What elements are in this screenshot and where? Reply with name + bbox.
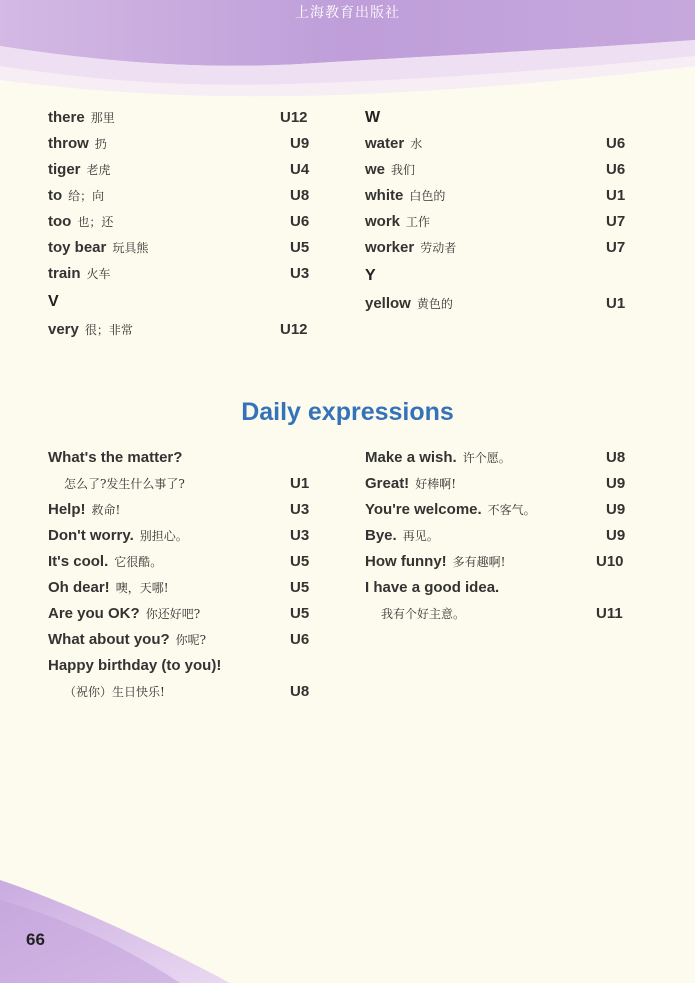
expression-en: It's cool.	[48, 553, 109, 570]
expression-entry	[365, 445, 635, 471]
expression-unit: U11	[596, 605, 623, 622]
expression-unit: U5	[290, 605, 310, 622]
word-unit: U6	[606, 161, 626, 178]
word-unit: U1	[606, 295, 626, 312]
word-cn: 那里	[90, 111, 115, 125]
word-cn: 火车	[86, 267, 111, 281]
vocab-entry	[48, 157, 313, 183]
expression-cn: 好棒啊!	[415, 477, 457, 491]
expression-cn: 它很酷。	[114, 555, 163, 569]
word-cn: 黄色的	[416, 297, 453, 311]
expression-entry	[48, 679, 313, 705]
word-en: train	[48, 265, 81, 282]
section-letter: Y	[365, 267, 376, 284]
expression-en: Great!	[365, 475, 410, 492]
daily-expressions-title: Daily expressions	[241, 398, 454, 426]
word-cn: 水	[410, 137, 423, 151]
word-en: very	[48, 321, 79, 338]
expression-unit: U6	[290, 631, 310, 648]
expression-cn: 噢，天哪!	[115, 581, 169, 595]
word-en: to	[48, 187, 63, 204]
expression-cn: 你还好吧?	[145, 607, 201, 621]
section-letter-w	[365, 105, 635, 131]
word-cn: 给；向	[68, 189, 105, 203]
expression-cn: 不客气。	[487, 503, 536, 517]
expression-unit: U9	[606, 501, 626, 518]
expression-unit: U3	[290, 501, 310, 518]
vocab-entry	[48, 131, 313, 157]
word-cn: 玩具熊	[112, 241, 149, 255]
expression-entry	[365, 601, 635, 627]
expression-unit: U3	[290, 527, 310, 544]
daily-left-column	[48, 445, 313, 705]
word-unit: U6	[606, 135, 626, 152]
word-cn: 劳动者	[420, 241, 457, 255]
expression-en: Oh dear!	[48, 579, 110, 596]
publisher-name: 上海教育出版社	[295, 5, 400, 21]
expression-entry	[48, 471, 313, 497]
expression-cn: 再见。	[402, 529, 439, 543]
expression-cn: （祝你）生日快乐!	[64, 685, 165, 699]
expression-unit: U1	[290, 475, 310, 492]
vocab-entry	[48, 317, 313, 343]
expression-unit: U9	[606, 527, 626, 544]
word-unit: U6	[290, 213, 310, 230]
expression-en: How funny!	[365, 553, 447, 570]
expression-cn: 别担心。	[139, 529, 188, 543]
expression-en: You're welcome.	[365, 501, 482, 518]
word-en: work	[365, 213, 401, 230]
vocab-entry	[48, 183, 313, 209]
expression-en: I have a good idea.	[365, 579, 500, 596]
expression-entry	[48, 601, 313, 627]
word-en: white	[365, 187, 404, 204]
expression-entry	[48, 627, 313, 653]
vocab-entry	[48, 209, 313, 235]
expression-en: Make a wish.	[365, 449, 457, 466]
word-unit: U5	[290, 239, 310, 256]
expression-en: Don't worry.	[48, 527, 134, 544]
vocab-entry	[365, 235, 635, 261]
vocab-entry	[365, 209, 635, 235]
vocab-entry	[48, 261, 313, 287]
word-unit: U4	[290, 161, 310, 178]
expression-cn: 你呢?	[175, 633, 207, 647]
daily-right-column	[365, 445, 635, 627]
expression-entry	[365, 497, 635, 523]
vocab-entry	[365, 131, 635, 157]
expression-en: Happy birthday (to you)!	[48, 657, 222, 674]
expression-cn: 许个愿。	[462, 451, 511, 465]
word-unit: U12	[280, 321, 308, 338]
word-en: worker	[365, 239, 415, 256]
word-cn: 很；非常	[84, 323, 133, 337]
word-cn: 也；还	[77, 215, 114, 229]
expression-en: Are you OK?	[48, 605, 140, 622]
vocab-entry	[48, 235, 313, 261]
word-unit: U8	[290, 187, 310, 204]
word-en: yellow	[365, 295, 411, 312]
expression-en: Bye.	[365, 527, 397, 544]
word-unit: U7	[606, 213, 626, 230]
word-en: toy bear	[48, 239, 107, 256]
expression-entry	[365, 523, 635, 549]
section-letter: V	[48, 293, 59, 310]
expression-unit: U5	[290, 553, 310, 570]
expression-cn: 救命!	[91, 503, 121, 517]
expression-entry	[48, 445, 313, 471]
word-unit: U9	[290, 135, 310, 152]
expression-en: Help!	[48, 501, 86, 518]
expression-entry	[365, 549, 635, 575]
word-en: throw	[48, 135, 89, 152]
expression-entry	[48, 523, 313, 549]
expression-entry	[48, 653, 313, 679]
expression-en: What's the matter?	[48, 449, 183, 466]
word-unit: U3	[290, 265, 310, 282]
word-en: there	[48, 109, 85, 126]
expression-unit: U8	[290, 683, 310, 700]
section-letter-v	[48, 287, 313, 317]
expression-cn: 我有个好主意。	[381, 607, 466, 621]
expression-unit: U10	[596, 553, 624, 570]
word-cn: 扔	[94, 137, 107, 151]
expression-unit: U5	[290, 579, 310, 596]
expression-entry	[48, 497, 313, 523]
expression-entry	[365, 471, 635, 497]
vocab-entry	[365, 291, 635, 317]
expression-cn: 怎么了?发生什么事了?	[64, 477, 185, 491]
expression-entry	[365, 575, 635, 601]
vocab-entry	[365, 157, 635, 183]
vocab-entry	[48, 105, 313, 131]
vocab-right-column	[365, 105, 635, 317]
section-letter-y	[365, 261, 635, 291]
word-cn: 老虎	[86, 163, 111, 177]
word-en: too	[48, 213, 72, 230]
vocab-left-column	[48, 105, 313, 343]
word-en: tiger	[48, 161, 81, 178]
word-unit: U1	[606, 187, 626, 204]
word-cn: 工作	[406, 215, 431, 229]
expression-entry	[48, 575, 313, 601]
page-number: 66	[26, 930, 45, 949]
expression-cn: 多有趣啊!	[452, 555, 506, 569]
word-en: water	[365, 135, 405, 152]
expression-en: What about you?	[48, 631, 170, 648]
expression-unit: U9	[606, 475, 626, 492]
vocab-entry	[365, 183, 635, 209]
expression-unit: U8	[606, 449, 626, 466]
expression-entry	[48, 549, 313, 575]
word-unit: U12	[280, 109, 308, 126]
word-cn: 我们	[391, 163, 416, 177]
word-unit: U7	[606, 239, 626, 256]
word-cn: 白色的	[409, 189, 446, 203]
section-letter: W	[365, 109, 381, 126]
word-en: we	[365, 161, 386, 178]
